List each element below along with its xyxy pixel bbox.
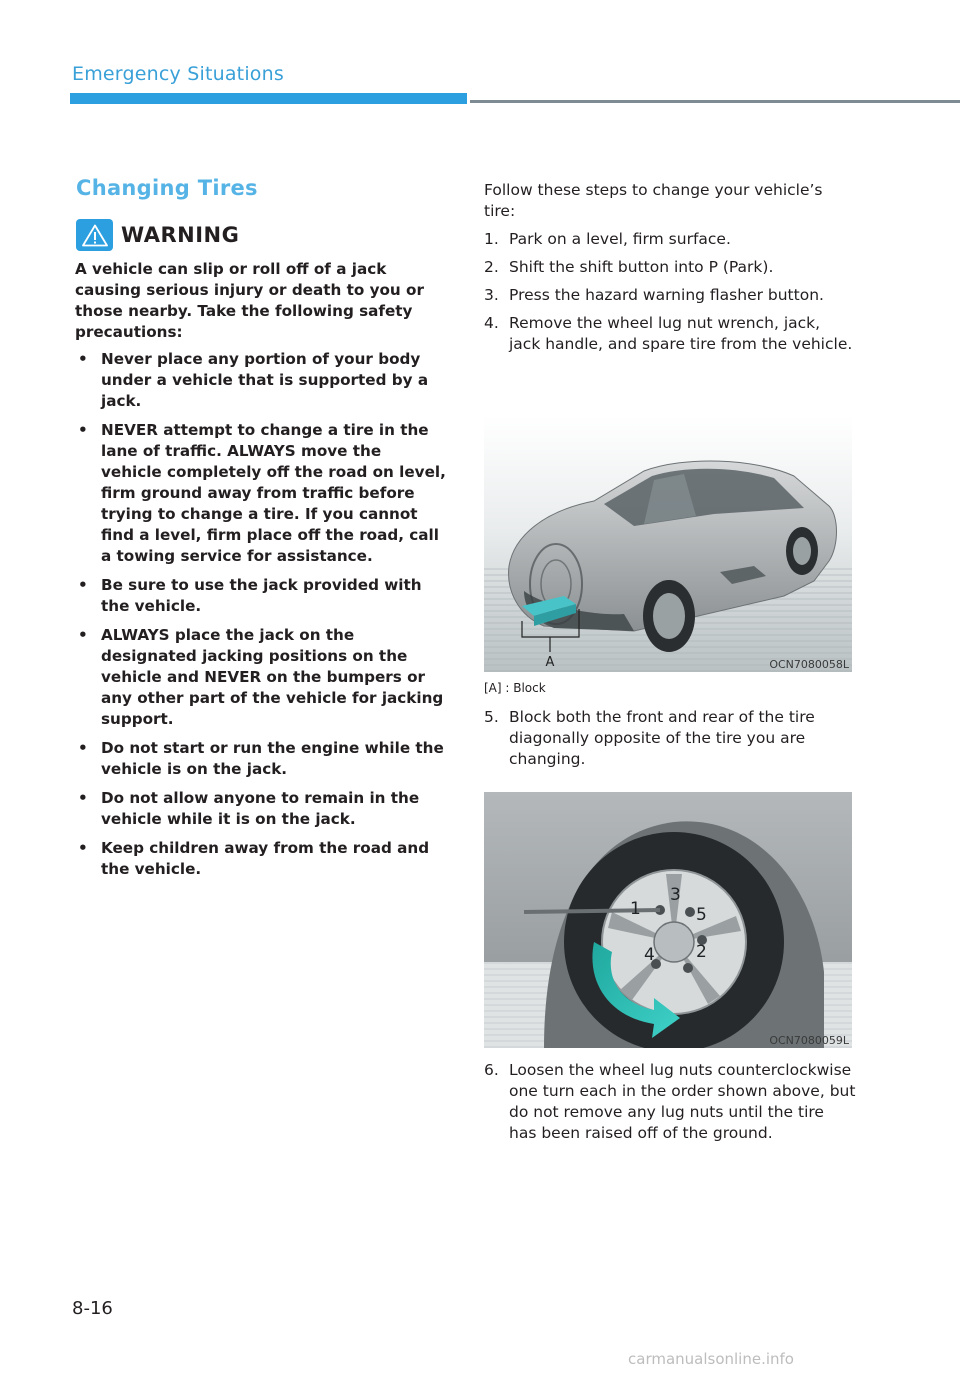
wheel-illustration	[484, 792, 852, 1048]
procedure-step: 5. Block both the front and rear of the tire diagonally opposite of the tire you are changing.	[484, 708, 815, 768]
lug-order-5: 5	[696, 905, 707, 925]
car-illustration	[484, 416, 852, 672]
section-title: Emergency Situations	[72, 63, 284, 85]
warning-item: • Be sure to use the jack provided with the vehicle.	[78, 576, 422, 615]
warning-item: • Do not start or run the engine while the vehicle is on the jack.	[78, 739, 444, 778]
warning-header	[76, 219, 239, 251]
warning-list	[75, 349, 447, 880]
warning-item: • NEVER attempt to change a tire in the lane of traffic. ALWAYS move the vehicle completely off the road on level, firm ground away from traffic before trying to change a tire. If you cannot find a level, firm place off the road, call a towing service for assistance.	[78, 421, 446, 565]
page-heading: Changing Tires	[76, 176, 258, 200]
procedure-step: 3. Press the hazard warning flasher button.	[484, 286, 824, 304]
lug-order-3: 3	[670, 885, 681, 905]
warning-body	[75, 259, 447, 888]
procedure-intro: Follow these steps to change your vehicle’s tire:	[484, 181, 823, 220]
warning-intro: A vehicle can slip or roll off of a jack causing serious injury or death to you or those nearby. Take the following safety precautions:	[75, 260, 424, 341]
lug-order-2: 2	[696, 942, 707, 962]
header-rule-accent	[70, 93, 467, 104]
header-rule	[470, 100, 960, 103]
lug-order-4: 4	[644, 945, 655, 965]
procedure-step: 1. Park on a level, firm surface.	[484, 230, 731, 248]
lug-order-1: 1	[630, 899, 641, 919]
figure-marker-a: A	[545, 655, 555, 670]
figure-car-on-jack	[484, 416, 852, 672]
procedure-step: 2. Shift the shift button into P (Park).	[484, 258, 774, 276]
warning-item: • ALWAYS place the jack on the designated jacking positions on the vehicle and NEVER on the bumpers or any other part of the vehicle for jacking support.	[78, 626, 444, 728]
figure-code: OCN7080059L	[769, 1034, 849, 1047]
figure-caption: [A] : Block	[484, 681, 546, 695]
procedure-step: 6. Loosen the wheel lug nuts counterclockwise one turn each in the order shown above, but do not remove any lug nuts until the tire has been raised off of the ground.	[484, 1061, 856, 1142]
warning-label: WARNING	[121, 223, 240, 247]
watermark: carmanualsonline.info	[628, 1350, 794, 1368]
warning-item: • Never place any portion of your body under a vehicle that is supported by a jack.	[78, 350, 429, 410]
procedure-step: 4. Remove the wheel lug nut wrench, jack, jack handle, and spare tire from the vehicle.	[484, 314, 853, 353]
warning-item: • Do not allow anyone to remain in the vehicle while it is on the jack.	[78, 789, 420, 828]
figure-code: OCN7080058L	[769, 658, 849, 671]
warning-item: • Keep children away from the road and the vehicle.	[78, 839, 430, 878]
figure-lug-nut-order	[484, 792, 852, 1048]
warning-triangle-icon	[76, 219, 113, 251]
procedure	[484, 180, 856, 362]
procedure-steps	[484, 229, 856, 355]
page-number: 8-16	[72, 1298, 113, 1319]
